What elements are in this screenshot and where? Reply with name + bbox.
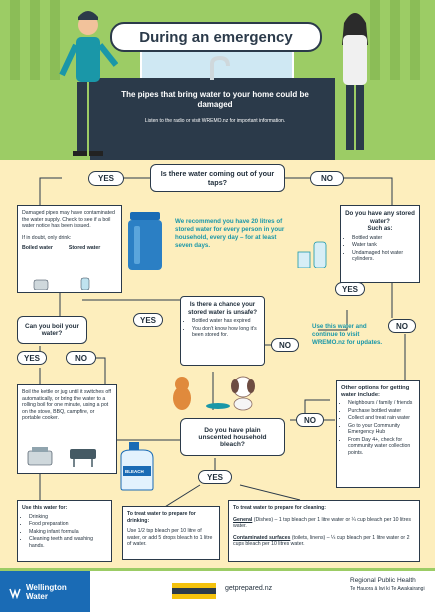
- water-bottle-icon: [296, 240, 332, 268]
- list-item: • Bottled water: [352, 235, 415, 242]
- general-text: (Dishes) – 1 tsp bleach per 1 litre water or ¼ cup bleach per 10 litres water.: [233, 516, 411, 529]
- list-item: • Water tank: [352, 242, 415, 249]
- list-item: • Purchase bottled water: [348, 408, 415, 415]
- boil-instructions-box: [17, 384, 117, 474]
- water-container-icon: [125, 210, 165, 272]
- stored-water-unsafe-box: [180, 296, 265, 366]
- list-item: • Cleaning teeth and washing hands.: [29, 536, 107, 549]
- stored-water-question: Do you have any stored water?: [345, 210, 415, 225]
- wellington-water-logo: [0, 571, 90, 612]
- rph-line-2: Te Hauora ā Iwi ki Te Awakairangi: [350, 586, 425, 592]
- list-item: • Undamaged hot water cylinders.: [352, 250, 415, 263]
- use-water-for-box: [17, 500, 112, 562]
- stored-water-box: [340, 205, 420, 283]
- damaged-pipes-text: Damaged pipes may have contaminated the water supply. Check to see if a boil water notice has been issued.: [22, 210, 115, 229]
- damaged-pipes-box: [17, 205, 122, 293]
- general-label: General: [233, 516, 253, 523]
- use-water-for-list: [22, 514, 107, 550]
- yes-badge: YES: [335, 282, 365, 296]
- footer: [0, 568, 435, 612]
- regional-public-health-logo: [350, 577, 425, 593]
- if-in-doubt-text: If in doubt, only drink:: [22, 234, 72, 241]
- no-badge: NO: [310, 171, 344, 186]
- use-this-water-text: Use this water and continue to visit WREMO.nz for updates.: [312, 323, 383, 346]
- no-badge: NO: [296, 413, 324, 427]
- question-water-from-taps: Is there water coming out of your taps?: [150, 164, 285, 192]
- headline: The pipes that bring water to your home could be damaged: [121, 90, 309, 109]
- kettle-icon: [32, 278, 52, 290]
- list-item: • Go to your Community Emergency Hub: [348, 423, 415, 436]
- treat-drinking-title: To treat water to prepare for drinking:: [127, 511, 196, 524]
- yes-badge: YES: [198, 470, 232, 484]
- unsafe-list: [185, 318, 260, 339]
- page-title: During an emergency: [110, 22, 322, 52]
- boil-question: Can you boil your water?: [17, 316, 87, 344]
- headline-subtext: Listen to the radio or visit WREMO.nz for important information.: [144, 118, 286, 124]
- list-item: • Food preparation: [29, 521, 107, 528]
- bbq-icon: [68, 445, 98, 467]
- list-item: • Neighbours / family / friends: [348, 400, 415, 407]
- use-water-for-title: Use this water for:: [22, 505, 68, 511]
- contaminated-text: (toilets, linens) – ¼ cup bleach per 1 litre water or 2 cups bleach per 10 litres water.: [233, 534, 410, 547]
- list-item: • Collect and treat rain water: [348, 415, 415, 422]
- boiled-water-label: Boiled water: [22, 245, 53, 251]
- list-item: • Bottled water has expired: [192, 318, 260, 325]
- unsafe-question: Is there a chance your stored water is unsafe?: [187, 301, 258, 316]
- rph-line-1: Regional Public Health: [350, 577, 416, 584]
- yes-badge: YES: [133, 313, 163, 327]
- list-item: • You don't know how long it's been stored for.: [192, 326, 260, 339]
- stored-water-list: [345, 235, 415, 263]
- brand-line-2: Water: [26, 591, 48, 601]
- website-link[interactable]: getprepared.nz: [225, 585, 273, 592]
- recommendation-text: We recommend you have 20 litres of stored water for every person in your household, every day – for at least seven days.: [175, 218, 285, 249]
- other-options-box: [336, 380, 420, 488]
- other-options-title: Other options for getting water include:: [341, 385, 410, 398]
- treat-cleaning-title: To treat water to prepare for cleaning:: [233, 505, 327, 511]
- no-badge: NO: [66, 351, 96, 365]
- yes-badge: YES: [17, 351, 47, 365]
- yes-badge: YES: [88, 171, 124, 186]
- other-options-list: [341, 400, 415, 456]
- bleach-question: Do you have plain unscented household bleach?: [180, 418, 285, 456]
- water-drop-icon: [8, 585, 22, 599]
- list-item: • From Day 4+, check for community water collection points.: [348, 437, 415, 457]
- list-item: • Drinking: [29, 514, 107, 521]
- brand-line-1: Wellington: [26, 582, 67, 592]
- treat-drinking-box: [122, 506, 220, 560]
- bottle-icon: [78, 276, 92, 290]
- bleach-bottle-icon: [115, 440, 159, 492]
- such-as-label: Such as:: [367, 226, 393, 232]
- wremo-logo: [172, 579, 216, 603]
- no-badge: NO: [388, 319, 416, 333]
- treat-drinking-text: Use 1/2 tsp bleach per 10 litre of water, or add 5 drops bleach to 1 litre of water.: [127, 528, 213, 547]
- cooker-icon: [26, 445, 54, 467]
- no-badge: NO: [271, 338, 299, 352]
- pets-illustration: [168, 372, 263, 412]
- contaminated-label: Contaminated surfaces: [233, 534, 291, 541]
- boil-instructions-text: Boil the kettle or jug until it switches off automatically, or bring the water to a rolling boil for one minute, using a pot on the stove, BBQ, campfire, or portable cooker.: [22, 389, 112, 421]
- treat-cleaning-box: [228, 500, 420, 562]
- stored-water-label: Stored water: [68, 245, 101, 251]
- bleach-label: BLEACH: [125, 469, 144, 474]
- list-item: • Making infant formula: [29, 529, 107, 536]
